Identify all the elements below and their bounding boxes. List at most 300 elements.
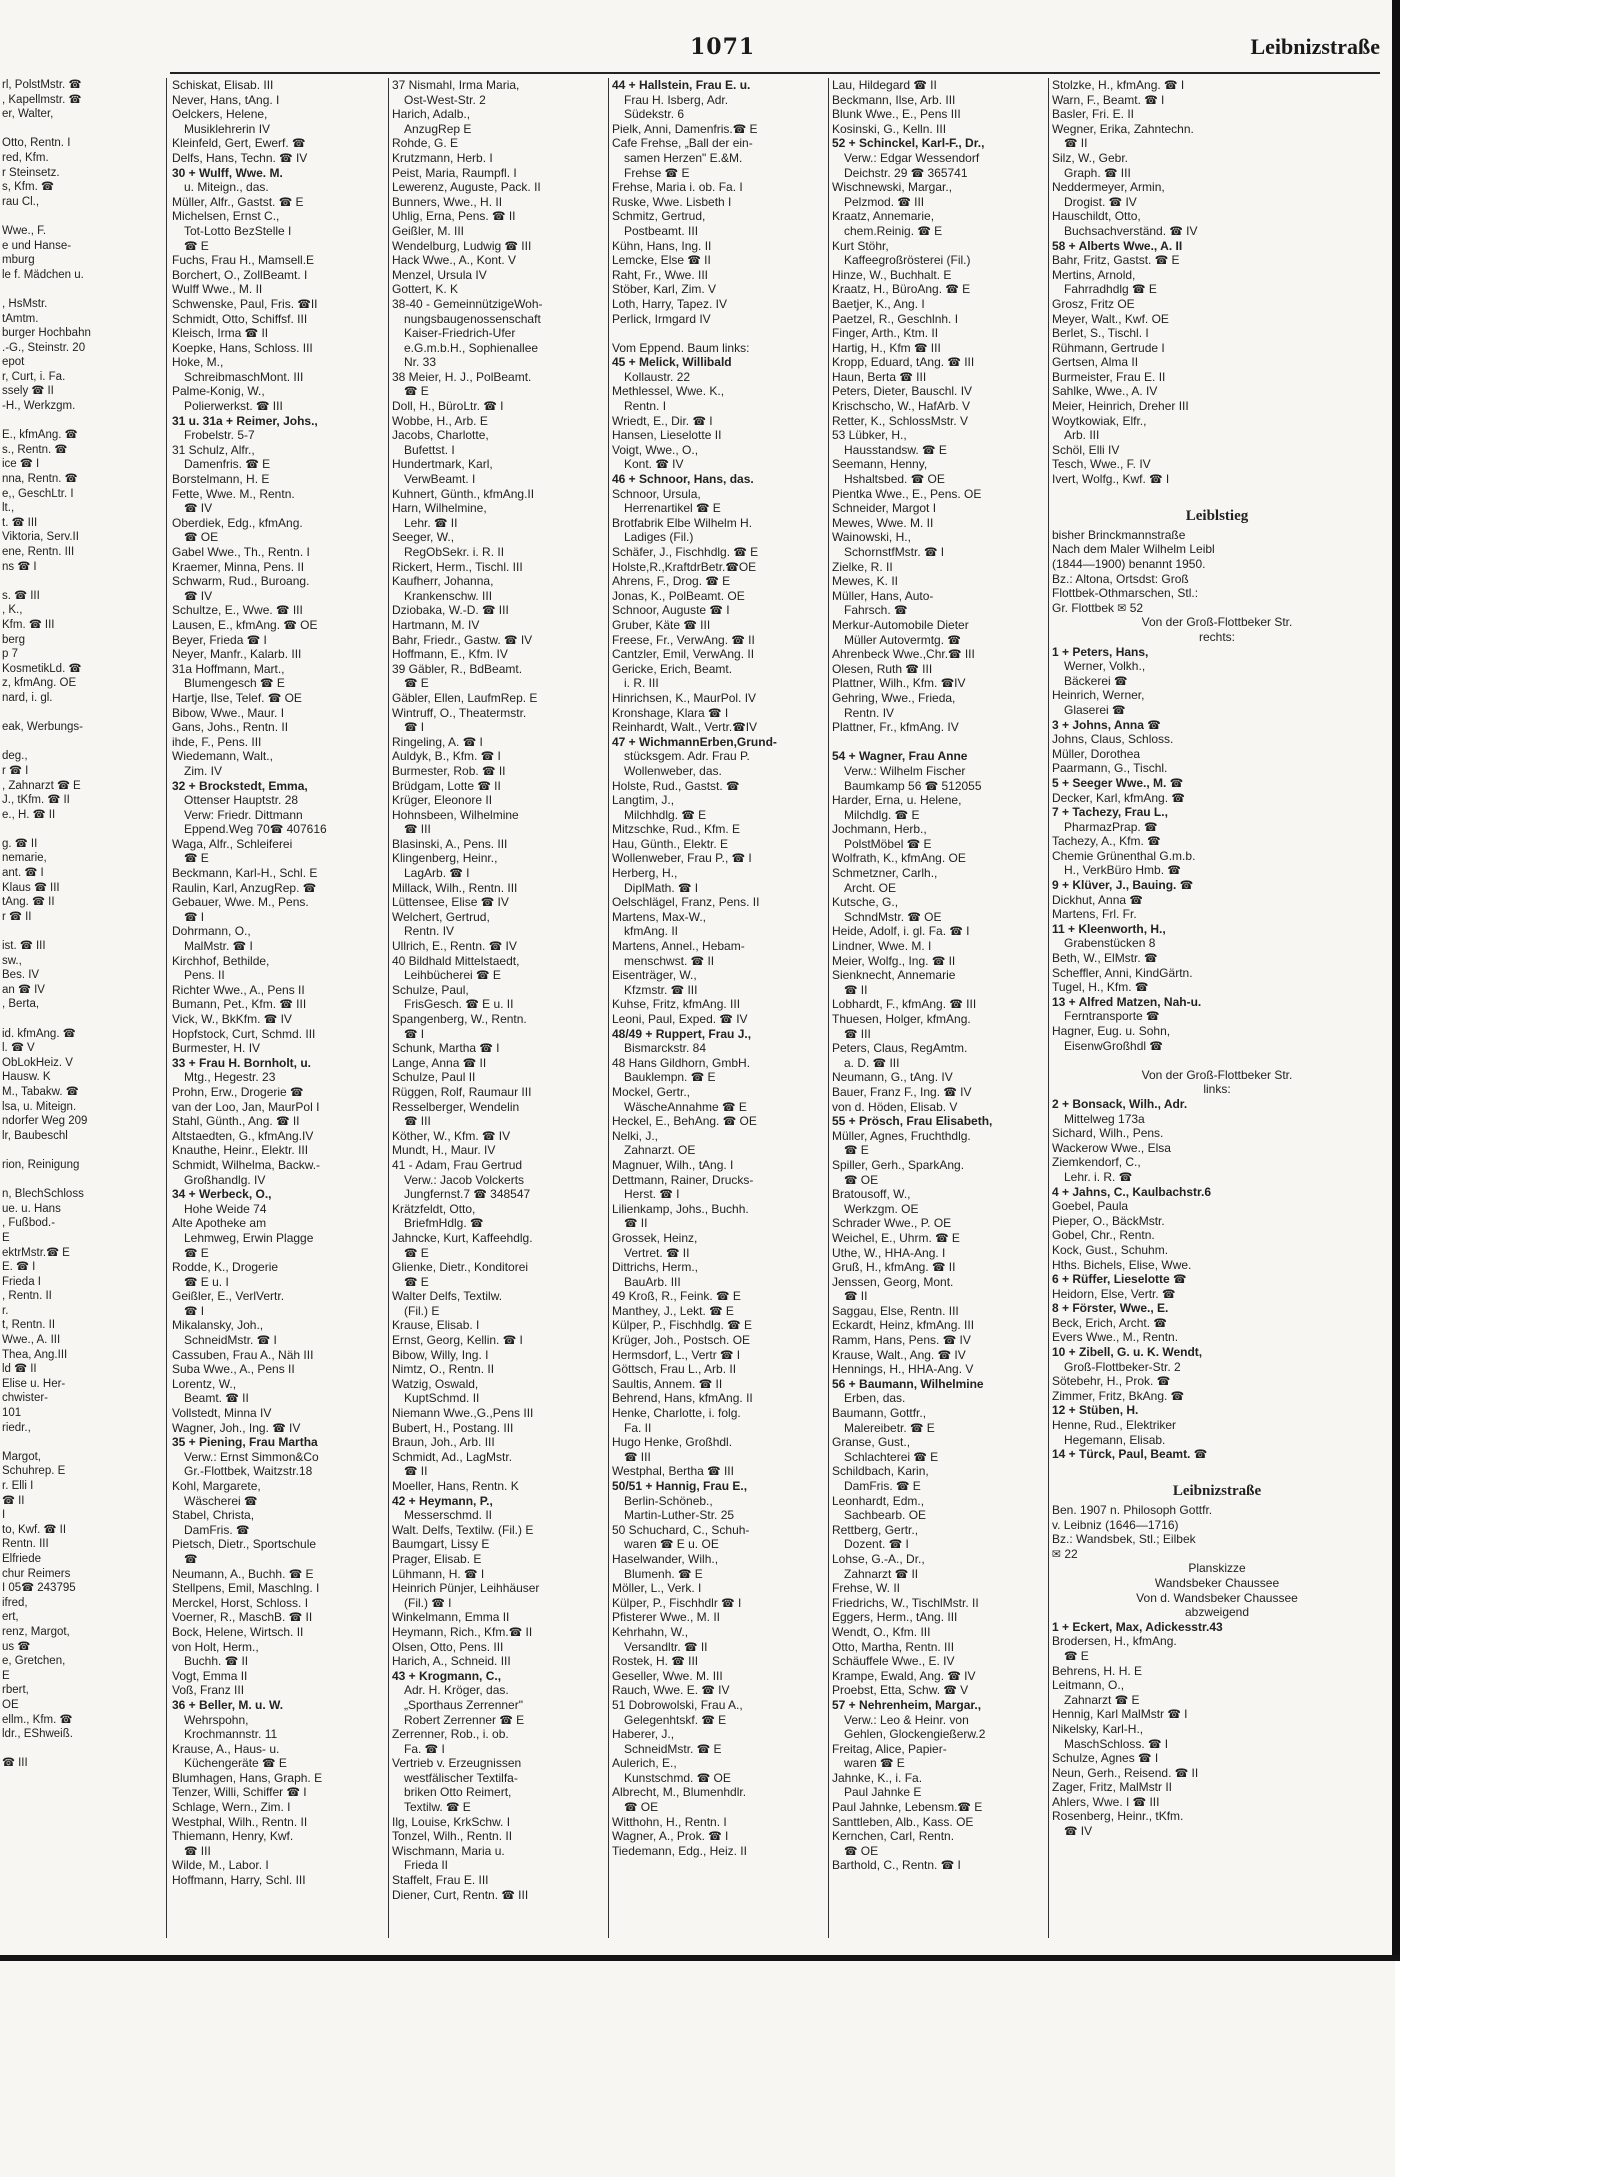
entry-continuation: Kont. ☎ IV [624, 457, 684, 472]
resident-entry: e, Gretchen, [2, 1655, 66, 1668]
resident-entry: Walt. Delfs, Textilw. (Fil.) E [392, 1522, 534, 1537]
resident-entry: Prohn, Erw., Drogerie ☎ [172, 1084, 304, 1099]
resident-entry: Leonhardt, Edm., [832, 1493, 925, 1508]
resident-entry: Vick, W., BkKfm. ☎ IV [172, 1012, 292, 1026]
entry-continuation: MalMstr. ☎ I [184, 939, 253, 954]
resident-entry: Decker, Karl, kfmAng. ☎ [1052, 790, 1185, 805]
resident-entry: Leoni, Paul, Exped. ☎ IV [612, 1012, 748, 1026]
resident-entry: Burmester, H. IV [172, 1041, 261, 1056]
resident-entry: Albrecht, M., Blumenhdlr. [612, 1785, 747, 1800]
entry-continuation: Baumkamp 56 ☎ 512055 [844, 778, 982, 793]
resident-entry: Lau, Hildegard ☎ II [832, 78, 937, 92]
resident-entry: rion, Reinigung [2, 1158, 80, 1171]
resident-entry: an ☎ IV [2, 983, 45, 996]
resident-entry: Moeller, Hans, Rentn. K [392, 1479, 519, 1493]
entry-continuation: Buchh. ☎ II [184, 1654, 249, 1669]
entry-continuation: ☎ I [404, 720, 425, 735]
resident-entry: Heide, Adolf, i. gl. Fa. ☎ I [832, 924, 970, 939]
entry-continuation: SchreibmaschMont. III [184, 369, 304, 384]
resident-entry: nna, Rentn. ☎ [2, 473, 78, 486]
resident-entry: Gäbler, Ellen, LaufmRep. E [392, 690, 538, 705]
resident-entry: Uthe, W., HHA-Ang. I [832, 1245, 946, 1260]
resident-entry: Kuhnert, Günth., kfmAng.II [392, 486, 535, 501]
resident-entry: Schmidt, Ad., LagMstr. [392, 1449, 513, 1464]
entry-continuation: Kfzmstr. ☎ III [624, 982, 698, 997]
resident-entry: Sötebehr, H., Prok. ☎ [1052, 1374, 1171, 1389]
entry-continuation: Schlachterei ☎ E [844, 1449, 939, 1464]
spacer [832, 735, 1044, 750]
resident-entry: Krutzmann, Herb. I [392, 150, 493, 165]
street-heading: Leiblstieg [1185, 508, 1249, 525]
resident-entry: Kühn, Hans, Ing. II [612, 238, 712, 253]
resident-entry: Wendt, O., Kfm. III [832, 1624, 931, 1639]
resident-entry: Brodersen, H., kfmAng. [1052, 1634, 1177, 1649]
resident-entry: Auldyk, B., Kfm. ☎ I [392, 749, 501, 764]
resident-entry: Behrend, Hans, kfmAng. II [612, 1391, 753, 1406]
resident-entry: Brüdgam, Lotte ☎ II [392, 778, 501, 793]
entry-continuation: ☎ [184, 1551, 198, 1566]
entry-continuation: Blumenh. ☎ E [624, 1566, 703, 1581]
entry-continuation: ☎ IV [1064, 1824, 1093, 1839]
resident-entry: n, BlechSchloss [2, 1188, 84, 1201]
spacer [2, 706, 162, 721]
house-entry: 52 + Schinckel, Karl-F., Dr., [832, 136, 985, 151]
resident-entry: Schnoor, Ursula, [612, 486, 701, 501]
resident-entry: Wulff Wwe., M. II [172, 282, 263, 297]
resident-entry: chur Reimers [2, 1567, 71, 1580]
resident-entry: Olsen, Otto, Pens. III [392, 1639, 504, 1654]
resident-entry: Ramm, Hans, Pens. ☎ IV [832, 1333, 971, 1348]
resident-entry: Elfriede [2, 1552, 41, 1565]
resident-entry: Bibow, Wwe., Maur. I [172, 705, 285, 720]
resident-entry: Vogt, Emma II [172, 1668, 248, 1683]
resident-entry: Geseller, Wwe. M. III [612, 1668, 723, 1683]
entry-continuation: Frobelstr. 5-7 [184, 428, 255, 443]
resident-entry: Kosinski, G., Kelln. III [832, 121, 947, 136]
resident-entry: Jochmann, Herb., [832, 822, 927, 837]
entry-continuation: ☎ E u. I [184, 1274, 229, 1289]
house-entry: 6 + Rüffer, Lieselotte ☎ [1052, 1272, 1187, 1287]
resident-entry: Kraemer, Minna, Pens. II [172, 559, 305, 574]
resident-entry: Zerrenner, Rob., i. ob. [392, 1727, 509, 1742]
resident-entry: lsa, u. Miteign. [2, 1100, 77, 1113]
house-entry: 3 + Johns, Anna ☎ [1052, 717, 1161, 732]
scan-margin [1395, 0, 1600, 2177]
resident-entry: Bahr, Friedr., Gastw. ☎ IV [392, 632, 533, 647]
resident-entry: Raht, Fr., Wwe. III [612, 267, 709, 282]
entry-continuation: ☎ II [844, 982, 868, 997]
entry-continuation: Rentn. IV [404, 924, 455, 939]
entry-continuation: MaschSchloss. ☎ I [1064, 1736, 1169, 1751]
resident-entry: le f. Mädchen u. [2, 268, 84, 281]
resident-entry: Burmester, Rob. ☎ II [392, 763, 506, 778]
page-header [170, 30, 1380, 70]
resident-entry: Ahlers, Wwe. I ☎ III [1052, 1794, 1160, 1809]
entry-continuation: waren ☎ E u. OE [624, 1537, 719, 1552]
resident-entry: Tachezy, A., Kfm. ☎ [1052, 834, 1161, 849]
resident-entry: Walter Delfs, Textilw. [392, 1289, 503, 1304]
resident-entry: Langtim, J., [612, 793, 675, 808]
entry-continuation: SchneidMstr. ☎ E [624, 1741, 722, 1756]
house-entry: 1 + Eckert, Max, Adickesstr.43 [1052, 1619, 1223, 1634]
section-note: rechts: [1198, 629, 1235, 644]
resident-entry: Schiskat, Elisab. III [172, 78, 274, 92]
entry-continuation: nungsbaugenossenschaft [404, 311, 541, 326]
resident-entry: Meyer, Walt., Kwf. OE [1052, 311, 1169, 326]
column-divider [1048, 78, 1049, 1938]
resident-entry: (1844—1900) benannt 1950. [1052, 557, 1206, 571]
entry-continuation: Frieda II [404, 1858, 449, 1873]
entry-continuation: Frau H. Isberg, Adr. [624, 92, 729, 107]
resident-entry: Reinhardt, Walt., Vertr.☎IV [612, 720, 758, 735]
resident-entry: von d. Höden, Elisab. V [832, 1099, 958, 1114]
resident-entry: ihde, F., Pens. III [172, 734, 262, 749]
resident-entry: Millack, Wilh., Rentn. III [392, 880, 518, 895]
resident-entry: renz, Margot, [2, 1625, 70, 1638]
entry-continuation: Damenfris. ☎ E [184, 457, 271, 472]
house-entry: 48/49 + Ruppert, Frau J., [612, 1026, 752, 1041]
page-number: 1071 [690, 34, 756, 60]
resident-entry: Neun, Gerh., Reisend. ☎ II [1052, 1765, 1199, 1780]
entry-continuation: ☎ OE [624, 1800, 659, 1815]
spacer [1052, 1462, 1382, 1477]
entry-continuation: e.G.m.b.H., Sophienallee [404, 340, 539, 355]
resident-entry: Rohde, G. E [392, 136, 459, 151]
entry-continuation: Südekstr. 6 [624, 107, 685, 122]
resident-entry: Rickert, Herm., Tischl. III [392, 559, 523, 574]
resident-entry: Fuchs, Frau H., Mamsell.E [172, 253, 315, 268]
resident-entry: Gruber, Käte ☎ III [612, 617, 711, 632]
resident-entry: Rodde, K., Drogerie [172, 1260, 279, 1275]
resident-entry: Altstaedten, G., kfmAng.IV [172, 1128, 314, 1143]
resident-entry: Niemann Wwe.,G.,Pens III [392, 1406, 534, 1421]
resident-entry: Bz.: Wandsbek, Stl.; Eilbek [1052, 1532, 1196, 1547]
entry-continuation: Zim. IV [184, 763, 222, 778]
resident-entry: nard, i. gl. [2, 691, 53, 704]
resident-entry: Weichel, E., Uhrm. ☎ E [832, 1230, 960, 1245]
resident-entry: Krause, Elisab. I [392, 1318, 480, 1333]
resident-entry: Merckel, Horst, Schloss. I [172, 1595, 309, 1610]
resident-entry: Kutsche, G., [832, 895, 899, 910]
resident-entry: Tesch, Wwe., F. IV [1052, 457, 1151, 472]
entry-continuation: Robert Zerrenner ☎ E [404, 1712, 525, 1727]
resident-entry: Chemie Grünenthal G.m.b. [1052, 848, 1196, 863]
entry-continuation: Gr.-Flottbek, Waitzstr.18 [184, 1464, 313, 1479]
resident-entry: Rosenberg, Heinr., tKfm. [1052, 1809, 1184, 1824]
resident-entry: Mitzschke, Rud., Kfm. E [612, 822, 741, 837]
resident-entry: Hartmann, M. IV [392, 617, 480, 632]
resident-entry: Basler, Fri. E. II [1052, 107, 1135, 122]
resident-entry: Wolfrath, K., kfmAng. OE [832, 851, 966, 866]
entry-continuation: (Fil.) ☎ I [404, 1595, 452, 1610]
resident-entry: Wackerow Wwe., Elsa [1052, 1140, 1171, 1155]
resident-entry: ifred, [2, 1596, 28, 1609]
resident-entry: Bz.: Altona, Ortsdst: Groß [1052, 571, 1189, 586]
spacer [2, 822, 162, 837]
resident-entry: Kleinfeld, Gert, Ewerf. ☎ [172, 136, 306, 151]
resident-entry: Müller, Dorothea [1052, 746, 1141, 761]
resident-entry: e,, GeschLtr. I [2, 487, 74, 500]
section-note: links: [1203, 1082, 1231, 1097]
resident-entry: Gruß, H., kfmAng. ☎ II [832, 1260, 956, 1275]
resident-entry: Schulze, Agnes ☎ I [1052, 1751, 1159, 1766]
resident-entry: Otto, Rentn. I [2, 137, 71, 150]
resident-entry: Grosz, Fritz OE [1052, 296, 1135, 311]
resident-entry: Martens, Max-W., [612, 909, 707, 924]
resident-entry: lt., [2, 502, 15, 515]
resident-entry: Schulze, Paul II [392, 1070, 476, 1085]
resident-entry: ldr., EShweiß. [2, 1728, 73, 1741]
resident-entry: tAmtm. [2, 312, 39, 325]
resident-entry: Gans, Johs., Rentn. II [172, 720, 289, 735]
resident-entry: Stahl, Günth., Ang. ☎ II [172, 1114, 300, 1129]
resident-entry: Viktoria, Serv.II [2, 531, 79, 544]
entry-continuation: Lehr. i. R. ☎ [1064, 1169, 1133, 1184]
resident-entry: p 7 [2, 648, 18, 661]
resident-entry: tAng. ☎ II [2, 896, 55, 909]
entry-continuation: ☎ E [184, 851, 209, 866]
entry-continuation: SchneidMstr. ☎ I [184, 1333, 277, 1348]
resident-entry: r ☎ I [2, 764, 29, 777]
entry-continuation: ☎ E [1064, 1648, 1089, 1663]
resident-entry: Peist, Maria, Raumpfl. I [392, 165, 517, 180]
house-entry: 42 + Heymann, P., [392, 1493, 493, 1508]
house-entry: 13 + Alfred Matzen, Nah-u. [1052, 994, 1202, 1009]
resident-entry: , Berta, [2, 998, 40, 1011]
entry-continuation: Leihbücherei ☎ E [404, 968, 501, 983]
entry-continuation: Herst. ☎ I [624, 1187, 680, 1202]
resident-entry: Elise u. Her- [2, 1377, 66, 1390]
resident-entry: Schwarm, Rud., Buroang. [172, 574, 310, 589]
entry-continuation: a. D. ☎ III [844, 1055, 900, 1070]
resident-entry: e und Hanse- [2, 239, 72, 252]
resident-entry: Lausen, E., kfmAng. ☎ OE [172, 617, 318, 632]
entry-continuation: Blumengesch ☎ E [184, 676, 285, 691]
resident-entry: Ben. 1907 n. Philosoph Gottfr. [1052, 1503, 1213, 1517]
resident-entry: Welchert, Gertrud, [392, 909, 490, 924]
resident-entry: Merkur-Automobile Dieter [832, 617, 969, 632]
resident-entry: Gericke, Erich, Beamt. [612, 661, 733, 676]
resident-entry: Kock, Gust., Schuhm. [1052, 1242, 1169, 1257]
entry-continuation: ☎ II [624, 1216, 648, 1231]
resident-entry: Lohse, G.-A., Dr., [832, 1551, 925, 1566]
resident-entry: s, Kfm. ☎ [2, 181, 54, 194]
resident-entry: Lemcke, Else ☎ II [612, 253, 711, 268]
column-5 [1052, 78, 1382, 1938]
resident-entry: Bauer, Franz F., Ing. ☎ IV [832, 1084, 972, 1099]
resident-entry: Delfs, Hans, Techn. ☎ IV [172, 150, 308, 165]
resident-entry: rbert, [2, 1684, 29, 1697]
resident-entry: Krischscho, W., HafArb. V [832, 399, 971, 414]
resident-entry: Hugo Henke, Großhdl. [612, 1435, 733, 1450]
resident-entry: Frehse, W. II [832, 1581, 901, 1596]
resident-entry: Mikalansky, Joh., [172, 1318, 264, 1333]
resident-entry: Schwenske, Paul, Fris. ☎II [172, 296, 318, 311]
house-entry: 56 + Baumann, Wilhelmine [832, 1376, 984, 1391]
entry-continuation: Kaffeegroßrösterei (Fil.) [844, 253, 971, 268]
resident-entry: Krause, Walt., Ang. ☎ IV [832, 1347, 966, 1362]
resident-entry: Loth, Harry, Tapez. IV [612, 296, 727, 311]
entry-continuation: Arb. III [1064, 428, 1100, 443]
resident-entry: Beck, Erich, Archt. ☎ [1052, 1315, 1167, 1330]
resident-entry: Harich, A., Schneid. III [392, 1654, 511, 1669]
column-2 [392, 78, 604, 1938]
resident-entry: Waga, Alfr., Schleiferei [172, 836, 293, 851]
resident-entry: Seemann, Henny, [832, 457, 928, 472]
resident-entry: Plattner, Fr., kfmAng. IV [832, 720, 959, 735]
resident-entry: Stöber, Karl, Zim. V [612, 282, 717, 297]
resident-entry: Gabel Wwe., Th., Rentn. I [172, 545, 310, 559]
resident-entry: Koepke, Hans, Schloss. III [172, 340, 313, 355]
house-entry: 39 Gäbler, R., BdBeamt. [392, 661, 523, 676]
resident-entry: Kfm. ☎ III [2, 618, 55, 631]
resident-entry: Nach dem Maler Wilhelm Leibl [1052, 542, 1215, 557]
resident-entry: Wendelburg, Ludwig ☎ III [392, 238, 532, 253]
house-entry: 32 + Brockstedt, Emma, [172, 778, 308, 793]
entry-continuation: Hegemann, Elisab. [1064, 1432, 1166, 1447]
entry-continuation: SchornstfMstr. ☎ I [844, 545, 945, 559]
resident-entry: Henke, Charlotte, i. folg. [612, 1406, 741, 1421]
resident-entry: t, Rentn. II [2, 1319, 56, 1332]
resident-entry: .-G., Steinstr. 20 [2, 341, 86, 354]
resident-entry: Bahr, Fritz, Gastst. ☎ E [1052, 253, 1180, 268]
resident-entry: Pielk, Anni, Damenfris.☎ E [612, 121, 758, 136]
resident-entry: nemarie, [2, 852, 47, 865]
entry-continuation: Paul Jahnke E [844, 1785, 922, 1800]
resident-entry: Lobhardt, F., kfmAng. ☎ III [832, 997, 977, 1012]
resident-entry: Holste, Rud., Gastst. ☎ [612, 778, 740, 793]
resident-entry: Ullrich, E., Rentn. ☎ IV [392, 939, 517, 954]
spacer [2, 1435, 162, 1450]
resident-entry: E [2, 1231, 10, 1244]
section-note: Von der Groß-Flottbeker Str. [1141, 1067, 1293, 1082]
entry-continuation: u. Miteign., das. [184, 180, 269, 195]
resident-entry: Never, Hans, tAng. I [172, 92, 280, 107]
resident-entry: Kuhse, Fritz, kfmAng. III [612, 997, 741, 1012]
resident-entry: Gobel, Chr., Rentn. [1052, 1228, 1155, 1243]
resident-entry: Behrens, H. H. E [1052, 1663, 1143, 1678]
entry-continuation: Berlin-Schöneb., [624, 1493, 713, 1508]
entry-continuation: ☎ IV [184, 588, 213, 603]
resident-entry: s., Rentn. ☎ [2, 443, 68, 456]
resident-entry: rl, PolstMstr. ☎ [2, 79, 82, 91]
house-entry: 12 + Stüben, H. [1052, 1403, 1139, 1418]
resident-entry: r ☎ II [2, 910, 32, 923]
column-divider [388, 78, 389, 1938]
house-entry: 49 Kroß, R., Feink. ☎ E [612, 1289, 741, 1304]
resident-entry: Neumann, A., Buchh. ☎ E [172, 1566, 314, 1581]
entry-continuation: Vertret. ☎ II [624, 1245, 690, 1260]
entry-continuation: ☎ I [184, 909, 205, 924]
resident-entry: Warn, F., Beamt. ☎ I [1052, 92, 1165, 107]
resident-entry: Krüger, Joh., Postsch. OE [612, 1333, 751, 1348]
resident-entry: Eisenträger, W., [612, 968, 697, 983]
resident-entry: Peters, Claus, RegAmtm. [832, 1041, 968, 1056]
resident-entry: Cafe Frehse, „Ball der ein- [612, 136, 753, 151]
spacer [2, 735, 162, 750]
house-entry: 9 + Klüver, J., Bauing. ☎ [1052, 878, 1194, 893]
resident-entry: Klingenberg, Heinr., [392, 851, 498, 866]
resident-entry: Friedrichs, W., TischlMstr. II [832, 1595, 979, 1610]
resident-entry: Oberdiek, Edg., kfmAng. [172, 515, 303, 530]
entry-continuation: ☎ I [184, 1303, 205, 1318]
house-entry: 34 + Werbeck, O., [172, 1187, 272, 1202]
entry-continuation: Pens. II [184, 968, 225, 983]
resident-entry: Jenssen, Georg, Mont. [832, 1274, 954, 1289]
entry-continuation: Mittelweg 173a [1064, 1111, 1145, 1126]
house-entry: 48 Hans Gildhorn, GmbH. [612, 1055, 751, 1070]
resident-entry: Lindner, Wwe. M. I [832, 939, 932, 954]
header-rule [170, 72, 1380, 74]
resident-entry: Külper, P., Fischhdlg. ☎ E [612, 1318, 752, 1333]
entry-continuation: „Sporthaus Zerrenner" [404, 1697, 523, 1712]
house-entry: 57 + Nehrenheim, Margar., [832, 1697, 982, 1712]
house-entry: 7 + Tachezy, Frau L., [1052, 805, 1168, 820]
resident-entry: Cassuben, Frau A., Näh III [172, 1347, 314, 1362]
resident-entry: z, kfmAng. OE [2, 677, 77, 690]
resident-entry: Lühmann, H. ☎ I [392, 1566, 485, 1581]
entry-continuation: Bäckerei ☎ [1064, 673, 1128, 688]
entry-continuation: Bauklempn. ☎ E [624, 1070, 716, 1085]
resident-entry: E. ☎ I [2, 1261, 36, 1274]
resident-entry: Diener, Curt, Rentn. ☎ III [392, 1887, 529, 1902]
resident-entry: Kraatz, H., BüroAng. ☎ E [832, 282, 971, 297]
spacer [2, 1012, 162, 1027]
entry-continuation: Wollenweber, das. [624, 763, 722, 778]
house-entry: 47 + WichmannErben,Grund- [612, 734, 777, 749]
house-entry: 55 + Prösch, Frau Elisabeth, [832, 1114, 993, 1129]
house-entry: 101 [2, 1407, 22, 1420]
entry-continuation: VerwBeamt. I [404, 472, 476, 487]
resident-entry: chwister- [2, 1392, 49, 1405]
entry-continuation: Fahrradhdlg ☎ E [1064, 282, 1157, 297]
resident-entry: Johns, Claus, Schloss. [1052, 732, 1174, 747]
resident-entry: Flottbek-Othmarschen, Stl.: [1052, 586, 1199, 601]
entry-continuation: Polierwerkst. ☎ III [184, 399, 283, 414]
resident-entry: g. ☎ II [2, 837, 38, 850]
entry-continuation: Verw.: Jacob Volckerts [404, 1172, 525, 1187]
resident-entry: Schuhrep. E [2, 1465, 66, 1478]
entry-continuation: Sachbearb. OE [844, 1508, 927, 1523]
resident-entry: ene, Rentn. III [2, 546, 75, 558]
column-1 [172, 78, 384, 1938]
entry-continuation: (Fil.) E [404, 1303, 440, 1318]
resident-entry: Raulin, Karl, AnzugRep. ☎ [172, 880, 317, 895]
resident-entry: Köther, W., Kfm. ☎ IV [392, 1128, 511, 1143]
resident-entry: Borchert, O., ZollBeamt. I [172, 267, 308, 282]
resident-entry: Lange, Anna ☎ II [392, 1055, 487, 1070]
resident-entry: Dickhut, Anna ☎ [1052, 892, 1143, 907]
resident-entry: Heymann, Rich., Kfm.☎ II [392, 1624, 533, 1639]
resident-entry: Tenzer, Willi, Schiffer ☎ I [172, 1785, 307, 1800]
resident-entry: Beckmann, Ilse, Arb. III [832, 92, 956, 107]
resident-entry: Peters, Dieter, Bauschl. IV [832, 384, 973, 399]
entry-continuation: Adr. H. Kröger, das. [404, 1683, 509, 1698]
resident-entry: Hoffmann, E., Kfm. IV [392, 647, 508, 662]
house-entry: 31 Schulz, Alfr., [172, 442, 255, 457]
entry-continuation: Rentn. I [624, 399, 667, 414]
resident-entry: Oelschlägel, Franz, Pens. II [612, 895, 760, 910]
resident-entry: Haun, Berta ☎ III [832, 369, 927, 384]
resident-entry: Rühmann, Gertrude I [1052, 340, 1165, 355]
resident-entry: van der Loo, Jan, MaurPol I [172, 1099, 320, 1114]
resident-entry: Krätzfeldt, Otto, [392, 1201, 476, 1216]
resident-entry: Stellpens, Emil, Maschlng. I [172, 1581, 320, 1596]
resident-entry: Hennig, Karl MalMstr ☎ I [1052, 1707, 1188, 1722]
resident-entry: Kropp, Eduard, tAng. ☎ III [832, 355, 975, 370]
resident-entry: Mockel, Gertr., [612, 1084, 691, 1099]
section-note: Von der Groß-Flottbeker Str. [1141, 615, 1293, 630]
